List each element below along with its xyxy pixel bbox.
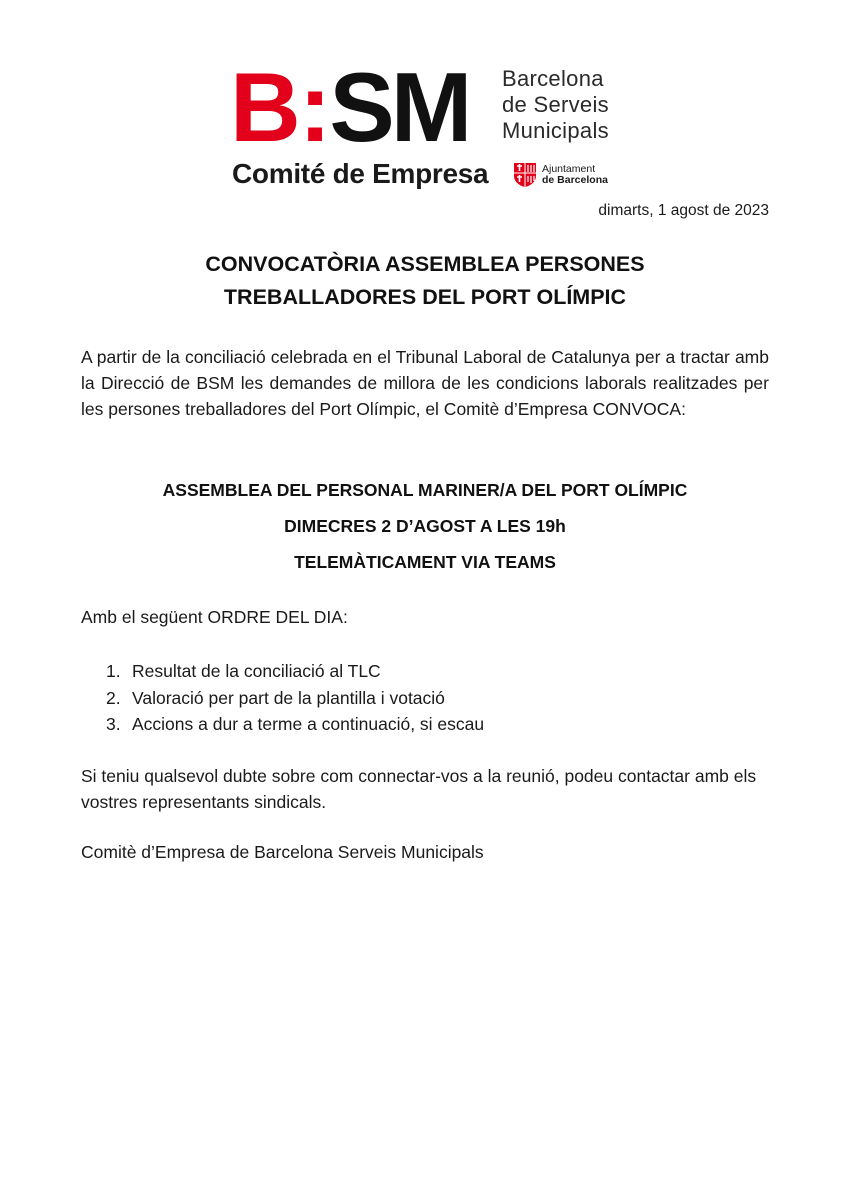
- contact-paragraph: Si teniu qualsevol dubte sobre com connectar-vos a la reunió, podeu contactar amb els vostres representants sindicals.: [81, 766, 757, 812]
- document-date: dimarts, 1 agost de 2023: [598, 202, 769, 219]
- title-line: CONVOCATÒRIA ASSEMBLEA PERSONES: [205, 252, 645, 276]
- org-line: Municipals: [502, 118, 609, 143]
- assembly-name: ASSEMBLEA DEL PERSONAL MARINER/A DEL PORT OLÍMPIC: [162, 480, 688, 500]
- bsm-logo: [230, 52, 630, 192]
- assembly-details: [80, 477, 770, 585]
- bsm-organization-name: [502, 66, 609, 144]
- title-line: TREBALLADORES DEL PORT OLÍMPIC: [223, 285, 627, 309]
- agenda-item: 1. Resultat de la conciliació al TLC: [106, 661, 381, 681]
- org-line: de Serveis: [502, 92, 609, 117]
- bsm-wordmark: B:SM: [230, 52, 469, 162]
- committee-name: Comité de Empresa: [232, 158, 489, 189]
- signature: Comitè d’Empresa de Barcelona Serveis Municipals: [81, 842, 484, 862]
- org-line: Barcelona: [502, 66, 604, 91]
- agenda-intro: Amb el següent ORDRE DEL DIA:: [81, 607, 348, 627]
- ajuntament-name: Ajuntament de Barcelona: [542, 163, 608, 186]
- intro-paragraph: A partir de la conciliació celebrada en el Tribunal Laboral de Catalunya per a tractar amb la Direcció de BSM les demandes de millora de les condicions laborals realitzades per les persones treballadores del Port Olímpic, el Comitè d’Empresa CONVOCA:: [81, 347, 769, 419]
- agenda-item: 2. Valoració per part de la plantilla i votació: [106, 687, 445, 708]
- agenda-list: [106, 658, 484, 738]
- assembly-date-time: DIMECRES 2 D’AGOST A LES 19h: [284, 516, 566, 536]
- agenda-item: 3. Accions a dur a terme a continuació, si escau: [106, 714, 485, 734]
- barcelona-shield-icon: [513, 162, 537, 188]
- assembly-location: TELEMÀTICAMENT VIA TEAMS: [294, 552, 556, 572]
- document-title: [80, 248, 770, 314]
